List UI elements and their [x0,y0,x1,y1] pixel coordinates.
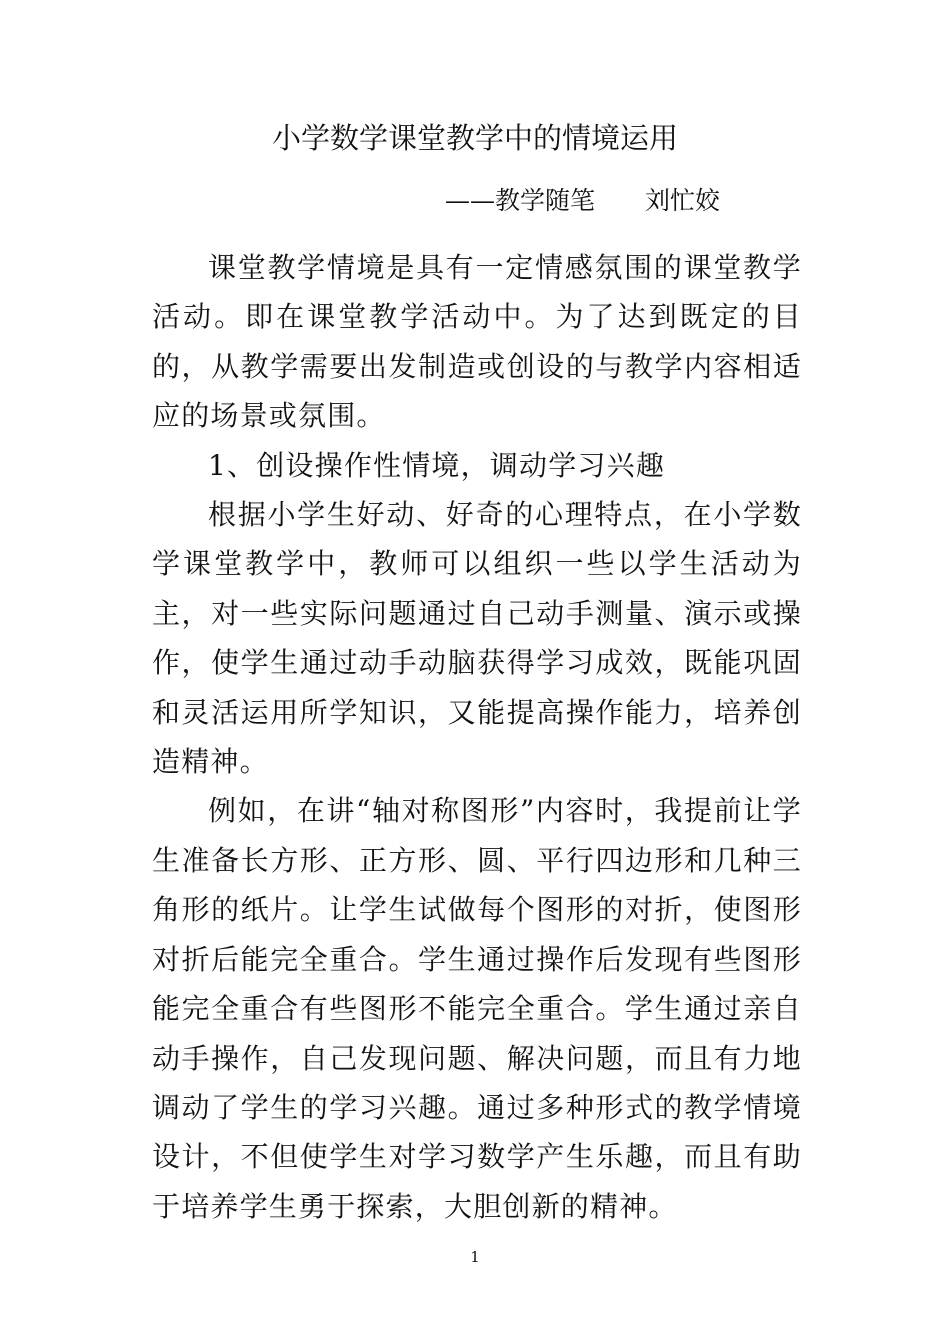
paragraph-operation: 根据小学生好动、好奇的心理特点，在小学数学课堂教学中，教师可以组织一些以学生活动为主，对一些实际问题通过自己动手测量、演示或操作，使学生通过动手动脑获得学习成效，既能巩固和灵活运用所学知识，又能提高操作能力，培养创造精神。 [152,498,802,779]
paragraph-example: 例如，在讲“轴对称图形”内容时，我提前让学生准备长方形、正方形、圆、平行四边形和几种三角形的纸片。让学生试做每个图形的对折，使图形对折后能完全重合。学生通过操作后发现有些图形能完全重合有些图形不能完全重合。学生通过亲自动手操作，自己发现问题、解决问题，而且有力地调动了学生的学习兴趣。通过多种形式的教学情境设计，不但使学生对学习数学产生乐趣，而且有助于培养学生勇于探索，大胆创新的精神。 [152,794,802,1223]
document-title: 小学数学课堂教学中的情境运用 [271,121,678,155]
section-heading: 1、创设操作性情境，调动学习兴趣 [208,448,666,482]
paragraph-intro: 课堂教学情境是具有一定情感氛围的课堂教学活动。即在课堂教学活动中。为了达到既定的目的，从教学需要出发制造或创设的与教学内容相适应的场景或氛围。 [152,251,802,433]
document-subtitle: ——教学随笔 刘忙姣 [445,186,721,215]
document-body [152,243,802,1231]
page-number: 1 [470,1248,480,1266]
